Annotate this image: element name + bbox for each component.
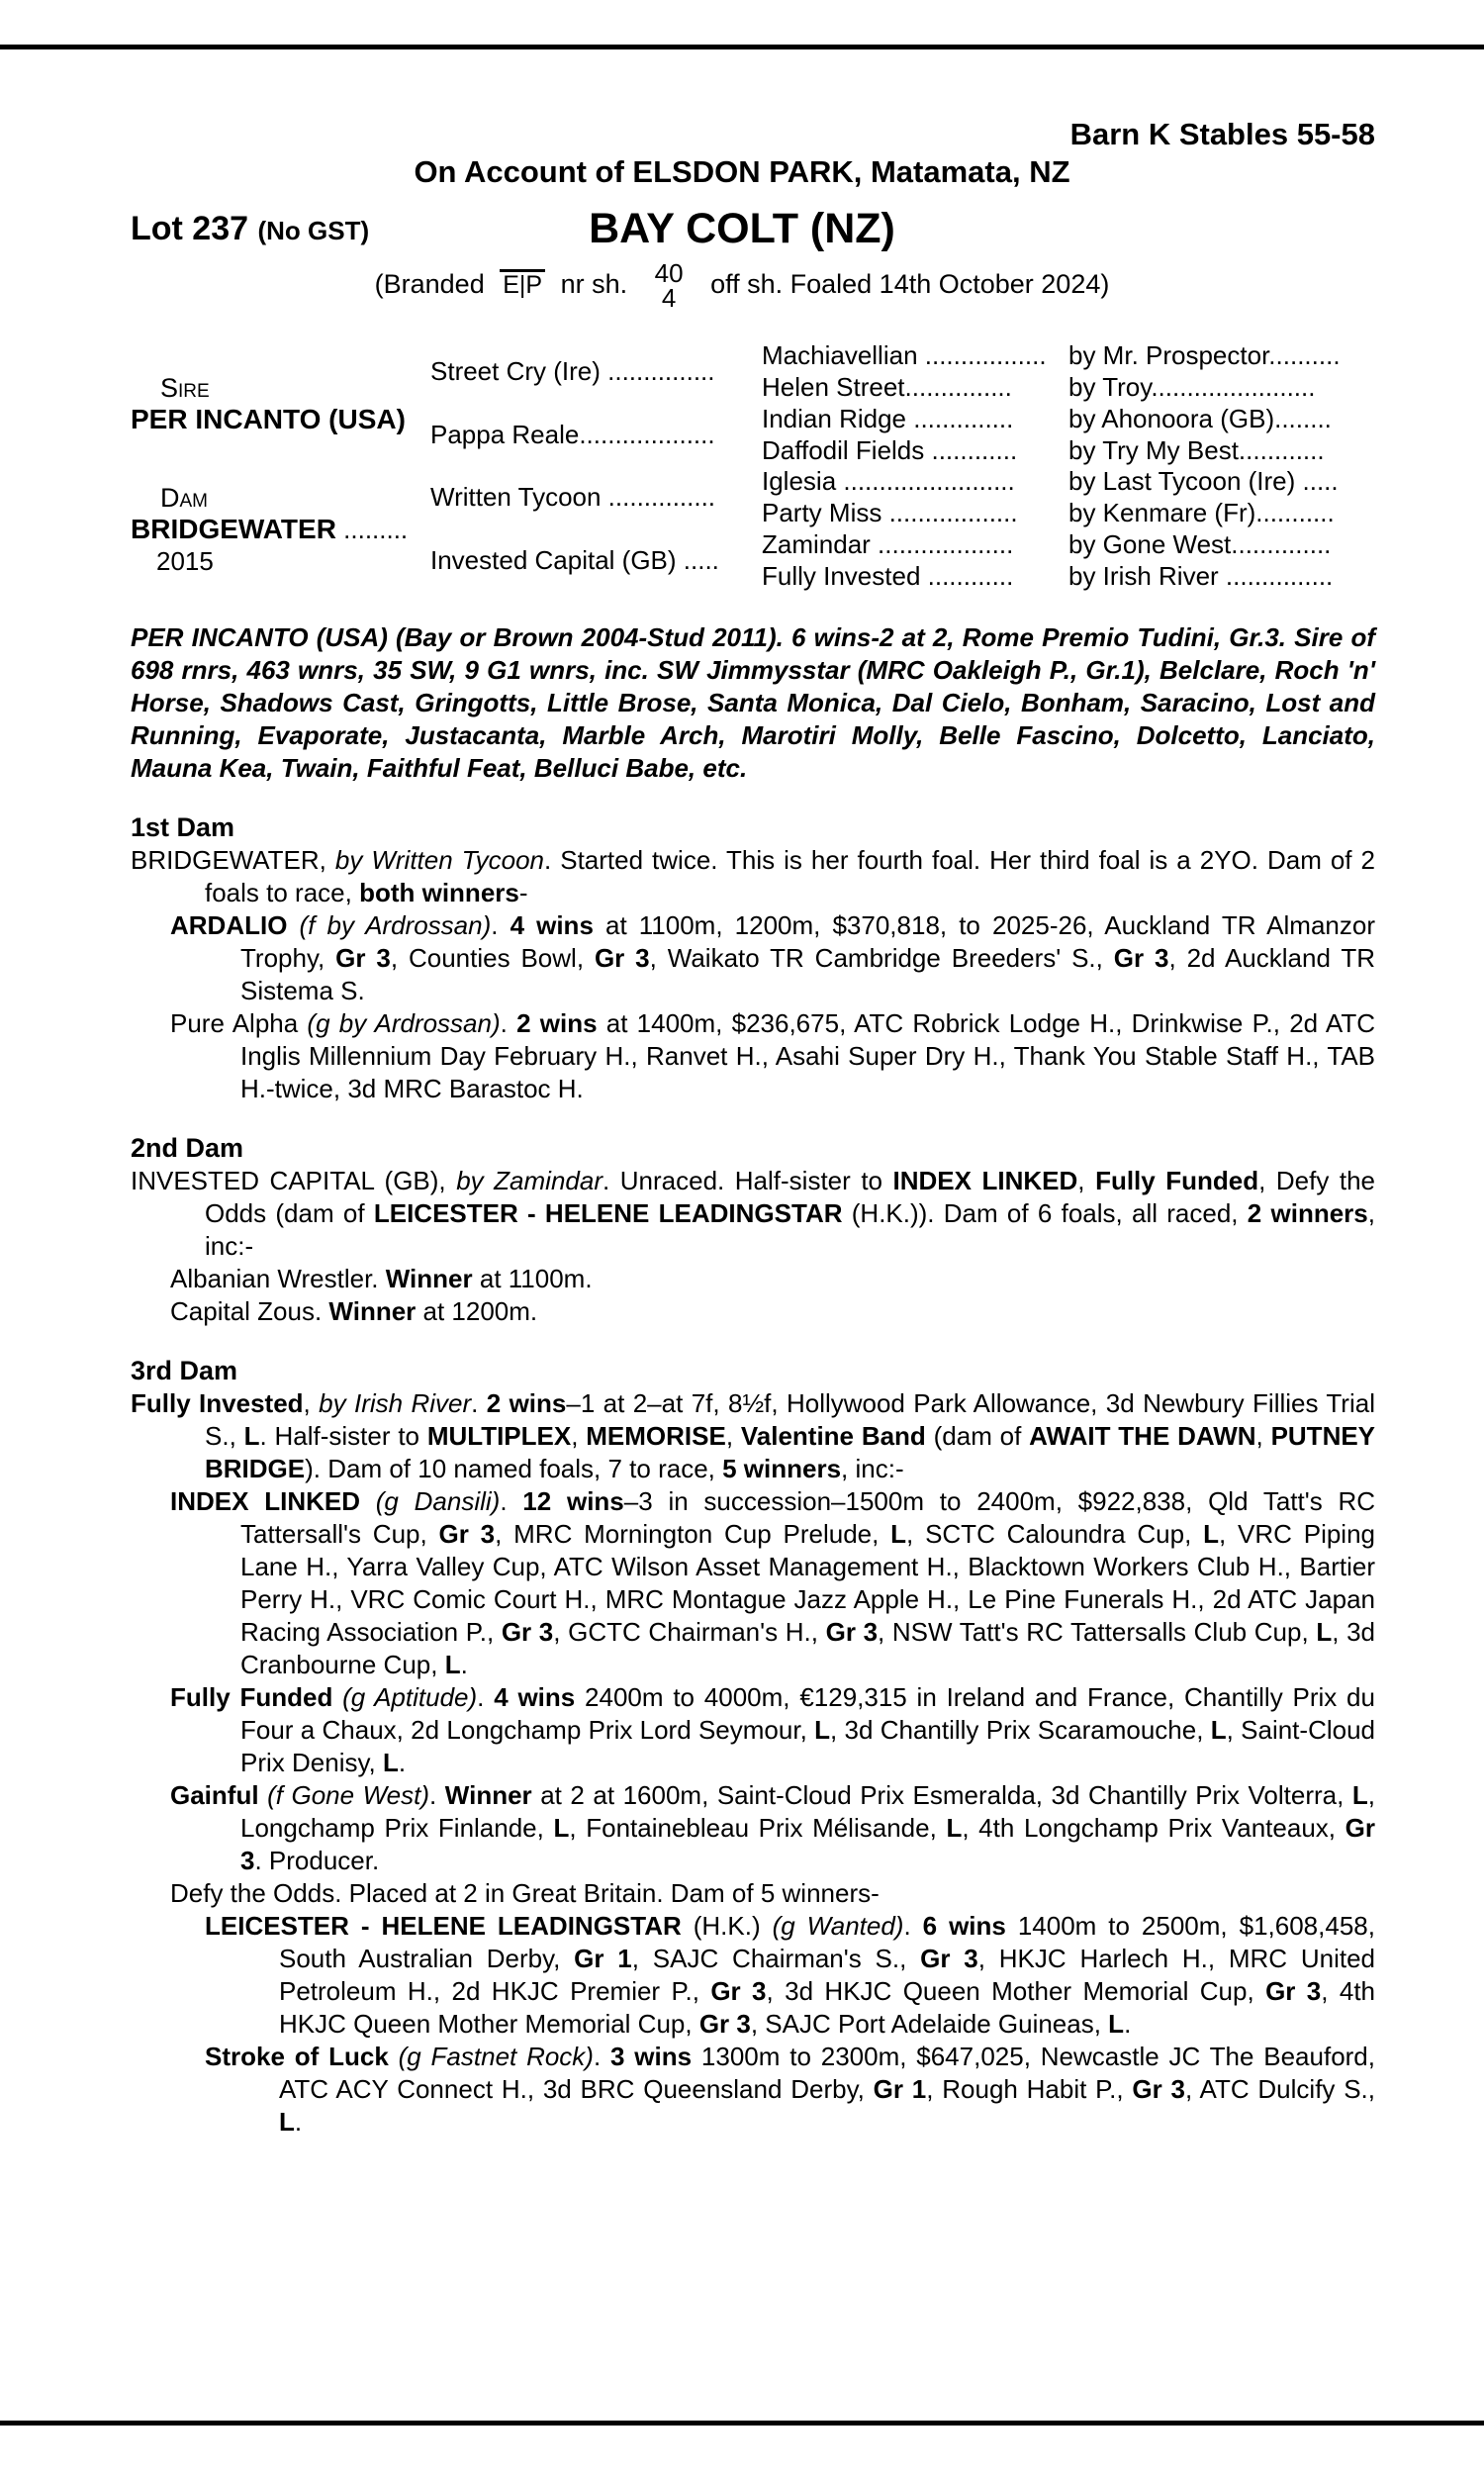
sire-summary-paragraph	[131, 621, 1375, 785]
text-run: LEICESTER - HELENE LEADINGSTAR	[205, 1911, 682, 1941]
text-run: -	[518, 878, 528, 907]
text-run: L	[444, 1650, 461, 1679]
text-run: Gr 3	[1265, 1976, 1322, 2006]
text-run: Defy the Odds. Placed at 2 in Great Britain. Dam of 5 winners-	[170, 1878, 880, 1908]
text-run: INVESTED CAPITAL (GB),	[131, 1166, 457, 1195]
text-run: Gr 3	[1113, 943, 1169, 973]
pedigree-grandparent: Iglesia ........................	[762, 466, 1015, 497]
text-run: .	[460, 1650, 468, 1679]
text-run: Gr 3	[710, 1976, 767, 2006]
text-run: . Unraced. Half-sister to	[603, 1166, 893, 1195]
text-run: , Fontainebleau Prix Mélisande,	[569, 1813, 947, 1843]
text-run: by Written Tycoon	[334, 845, 545, 875]
text-run: MULTIPLEX	[426, 1421, 572, 1451]
pedigree-paragraph	[131, 1681, 1375, 1779]
text-run: –3 in succession–1500m to 2400m, $922,838, Qld Tatt's RC Tattersall's Cup,	[240, 1486, 1376, 1549]
horse-title: BAY COLT (NZ)	[589, 205, 895, 252]
text-run: Winner	[328, 1296, 417, 1326]
pedigree-grandparent-sire: by Irish River ...............	[1068, 560, 1334, 591]
pedigree-paragraph	[131, 1779, 1375, 1877]
text-run: , Saint-Cloud Prix Denisy,	[240, 1715, 1375, 1777]
sire-name: PER INCANTO (USA)	[131, 403, 406, 434]
text-run: , 3d Chantilly Prix Scaramouche,	[829, 1715, 1211, 1745]
text-run: Gr 3	[594, 943, 650, 973]
text-run: Gr 1	[873, 2074, 927, 2104]
text-run: Gr 3	[825, 1617, 879, 1647]
text-run: , Longchamp Prix Finlande,	[240, 1780, 1375, 1843]
pedigree-paragraph	[131, 1910, 1375, 2041]
lot-number	[131, 210, 369, 248]
text-run: at 1100m, 1200m, $370,818, to 2025-26, Auckland TR Almanzor Trophy,	[240, 910, 1375, 973]
section-heading: 2nd Dam	[131, 1133, 244, 1163]
text-run: , ATC Dulcify S.,	[1184, 2074, 1375, 2104]
text-run: Stroke of Luck	[205, 2042, 399, 2071]
text-run: Pure Alpha	[170, 1008, 308, 1038]
text-run: Gr 3	[240, 1813, 1375, 1875]
pedigree-parent: Pappa Reale...................	[430, 419, 715, 449]
text-run: 2 wins	[516, 1008, 598, 1038]
text-run: (f Gone West)	[267, 1780, 430, 1810]
text-run: , GCTC Chairman's H.,	[553, 1617, 826, 1647]
text-run: , 3d HKJC Queen Mother Memorial Cup,	[766, 1976, 1266, 2006]
text-run: ,	[1077, 1166, 1096, 1195]
text-run: , inc:-	[205, 1198, 1375, 1261]
text-run: , SCTC Caloundra Cup,	[906, 1519, 1204, 1549]
text-run: Gr 1	[574, 1944, 632, 1973]
text-run: .	[500, 1486, 523, 1516]
branded-mid: nr sh.	[560, 269, 628, 300]
text-run: 4 wins	[494, 1682, 576, 1712]
text-run: L	[1203, 1519, 1220, 1549]
text-run: .	[491, 910, 510, 940]
bottom-rule	[0, 2421, 1484, 2426]
text-run: .	[500, 1008, 517, 1038]
text-run: .	[471, 1388, 487, 1418]
text-run: ,	[303, 1388, 320, 1418]
brand-mark: E|P	[500, 269, 545, 299]
text-run: , SAJC Port Adelaide Guineas,	[750, 2009, 1109, 2039]
dam-name-dots: .........	[335, 514, 409, 544]
dam-label: Dam	[160, 482, 208, 513]
pedigree-grandparent: Indian Ridge ..............	[762, 403, 1014, 433]
text-run: Capital Zous.	[170, 1296, 329, 1326]
text-run: 3 wins	[610, 2042, 693, 2071]
text-run: , inc:-	[841, 1454, 904, 1483]
pedigree-table	[131, 340, 1375, 592]
dam-section-2	[131, 1132, 1375, 1328]
text-run: at 1400m, $236,675, ATC Robrick Lodge H., Drinkwise P., 2d ATC Inglis Millennium Day February H., Ranvet H., Asahi Super Dry H., Thank You Stable Staff H., TAB H.-twice, 3d MRC Barastoc H.	[240, 1008, 1376, 1103]
no-gst: (No GST)	[257, 216, 370, 245]
text-run: Valentine Band	[740, 1421, 926, 1451]
dam-block	[131, 466, 430, 592]
pedigree-grandparent: Daffodil Fields ............	[762, 434, 1018, 465]
text-run: .	[398, 1748, 407, 1777]
text-run: Fully Funded	[1095, 1166, 1259, 1195]
text-run: .	[477, 1682, 495, 1712]
text-run: (g Fastnet Rock)	[398, 2042, 594, 2071]
pedigree-paragraph	[131, 1877, 1375, 1910]
text-run: 6 wins	[922, 1911, 1006, 1941]
dam-section-1	[131, 811, 1375, 1105]
text-run: .	[294, 2107, 303, 2137]
lot-label: Lot 237	[131, 210, 249, 247]
text-run: at 1100m.	[472, 1264, 593, 1293]
pedigree-paragraph	[131, 2041, 1375, 2139]
branded-line	[0, 258, 1484, 313]
text-run: LEICESTER - HELENE LEADINGSTAR	[373, 1198, 843, 1228]
text-run: (g by Ardrossan)	[307, 1008, 501, 1038]
pedigree-grandparent: Machiavellian .................	[762, 340, 1047, 371]
brand-numbers	[654, 258, 684, 313]
text-run: Fully Invested	[131, 1388, 304, 1418]
text-run: ,	[1255, 1421, 1271, 1451]
text-run: BRIDGEWATER,	[131, 845, 335, 875]
brand-number-bottom: 4	[661, 283, 677, 313]
text-run: Gr 3	[438, 1519, 496, 1549]
text-run: 12 wins	[522, 1486, 624, 1516]
barn-line: Barn K Stables 55-58	[1069, 117, 1375, 151]
text-run: (f by Ardrossan)	[299, 910, 492, 940]
text-run: , 2d Auckland TR Sistema S.	[240, 943, 1375, 1005]
text-run: 4 wins	[510, 910, 594, 940]
text-run: Fully Funded	[170, 1682, 343, 1712]
text-run: L	[946, 1813, 963, 1843]
text-run: L	[553, 1813, 570, 1843]
pedigree-grandparent: Party Miss ..................	[762, 498, 1018, 528]
text-run: , MRC Mornington Cup Prelude,	[495, 1519, 891, 1549]
text-run: both winners	[359, 878, 519, 907]
text-run: L	[1316, 1617, 1333, 1647]
text-run: Winner	[385, 1264, 473, 1293]
text-run: L	[279, 2107, 295, 2137]
section-heading: 3rd Dam	[131, 1356, 238, 1385]
text-run: AWAIT THE DAWN	[1029, 1421, 1256, 1451]
text-run: Albanian Wrestler.	[170, 1264, 386, 1293]
text-run: L	[814, 1715, 830, 1745]
text-run: L	[1351, 1780, 1368, 1810]
pedigree-paragraph	[131, 1485, 1375, 1681]
text-run: –1 at 2–at 7f, 8½f, Hollywood Park Allowance, 3d Newbury Fillies Trial S.,	[205, 1388, 1375, 1451]
text-run: .	[903, 1911, 923, 1941]
dam-section-3	[131, 1355, 1375, 2139]
text-run: , HKJC Harlech H., MRC United Petroleum H., 2d HKJC Premier P.,	[279, 1944, 1376, 2006]
pedigree-grandparent-sire: by Kenmare (Fr)...........	[1068, 498, 1335, 528]
pedigree-grandparent-sire: by Try My Best............	[1068, 434, 1325, 465]
pedigree-paragraph	[131, 1387, 1375, 1485]
text-run: PUTNEY BRIDGE	[205, 1421, 1376, 1483]
pedigree-parent: Invested Capital (GB) .....	[430, 544, 719, 575]
pedigree-grandparent-sire: by Troy.......................	[1068, 372, 1316, 403]
text-run: 1300m to 2300m, $647,025, Newcastle JC The Beauford, ATC ACY Connect H., 3d BRC Queensland Derby,	[279, 2042, 1375, 2104]
top-rule	[0, 45, 1484, 49]
text-run: PER INCANTO (USA) (Bay or Brown 2004-Stud 2011). 6 wins-2 at 2, Rome Premio Tudini, Gr.3. Sire of 698 rnrs, 463 wnrs, 35 SW, 9 G1 wnrs, inc. SW Jimmysstar (MRC Oakleigh P., Gr.1), Belclare, Roch 'n' Horse, Shadows Cast, Gringotts, Little Brose, Santa Monica, Dal Cielo, Bonham, Saracino, Lost and Running, Evaporate, Justacanta, Marble Arch, Marotiri Molly, Belle Fascino, Dolcetto, Lanciato, Mauna Kea, Twain, Faithful Feat, Belluci Babe, etc.	[131, 622, 1375, 783]
pedigree-grandparent-sire: by Gone West..............	[1068, 528, 1332, 559]
text-run: ,	[571, 1421, 587, 1451]
text-run: Gr 3	[920, 1944, 978, 1973]
dam-sections	[131, 811, 1375, 2139]
text-run: , SAJC Chairman's S.,	[631, 1944, 921, 1973]
pedigree-paragraph	[131, 1295, 1375, 1328]
pedigree-parent: Street Cry (Ire) ...............	[430, 356, 715, 387]
text-run: Gr 3	[1132, 2074, 1185, 2104]
text-run: INDEX LINKED	[170, 1486, 376, 1516]
text-run: 2 wins	[486, 1388, 567, 1418]
text-run: 1400m to 2500m, $1,608,458, South Australian Derby,	[279, 1911, 1375, 1973]
text-run: INDEX LINKED	[892, 1166, 1078, 1195]
text-run: .	[429, 1780, 445, 1810]
branded-prefix: (Branded	[374, 269, 485, 300]
text-run: Gainful	[170, 1780, 268, 1810]
pedigree-paragraph	[131, 844, 1375, 909]
text-run: , 4th HKJC Queen Mother Memorial Cup,	[279, 1976, 1376, 2039]
text-run: . Half-sister to	[259, 1421, 427, 1451]
text-run: 5 winners	[722, 1454, 842, 1483]
pedigree-paragraph	[131, 909, 1375, 1007]
text-run: MEMORISE	[586, 1421, 726, 1451]
text-run: ,	[725, 1421, 741, 1451]
text-run: at 2 at 1600m, Saint-Cloud Prix Esmeralda, 3d Chantilly Prix Volterra,	[531, 1780, 1352, 1810]
dam-name-text: BRIDGEWATER	[131, 513, 336, 544]
pedigree-grandparent: Helen Street...............	[762, 372, 1012, 403]
text-run: L	[890, 1519, 907, 1549]
text-run: , Counties Bowl,	[390, 943, 595, 973]
account-line: On Account of ELSDON PARK, Matamata, NZ	[414, 154, 1070, 189]
brand-number-top: 40	[654, 258, 684, 288]
text-run: at 1200m.	[416, 1296, 538, 1326]
pedigree-grandparent-sire: by Last Tycoon (Ire) .....	[1068, 466, 1339, 497]
text-run: . Started twice. This is her fourth foal. Her third foal is a 2YO. Dam of 2 foals to race,	[205, 845, 1375, 907]
pedigree-paragraph	[131, 1165, 1375, 1263]
pedigree-paragraph	[131, 1263, 1375, 1295]
text-run: , Rough Habit P.,	[926, 2074, 1133, 2104]
section-heading: 1st Dam	[131, 812, 235, 842]
text-run: by Irish River	[319, 1388, 472, 1418]
text-run: L	[1108, 2009, 1125, 2039]
text-run: L	[1210, 1715, 1227, 1745]
pedigree-grandparent-sire: by Mr. Prospector..........	[1068, 340, 1341, 371]
dam-name	[131, 514, 430, 545]
pedigree-grandparent: Zamindar ...................	[762, 528, 1014, 559]
text-run: , 4th Longchamp Prix Vanteaux,	[962, 1813, 1345, 1843]
text-run: (g Dansili)	[375, 1486, 501, 1516]
pedigree-grandparent: Fully Invested ............	[762, 560, 1014, 591]
text-run: Winner	[444, 1780, 532, 1810]
pedigree-paragraph	[131, 1007, 1375, 1105]
text-run: ). Dam of 10 named foals, 7 to race,	[305, 1454, 723, 1483]
text-run: (g Wanted)	[772, 1911, 904, 1941]
text-run: Gr 3	[335, 943, 391, 973]
lot-title-row	[0, 200, 1484, 257]
text-run: .	[1124, 2009, 1132, 2039]
text-run: .	[593, 2042, 611, 2071]
text-run: (H.K.)). Dam of 6 foals, all raced,	[842, 1198, 1248, 1228]
text-run: L	[243, 1421, 260, 1451]
text-run: (dam of	[925, 1421, 1030, 1451]
text-run: (g Aptitude)	[342, 1682, 478, 1712]
sire-label: Sire	[160, 372, 210, 403]
text-run: 2 winners	[1247, 1198, 1368, 1228]
text-run: L	[383, 1748, 399, 1777]
text-run: , Defy the Odds (dam of	[205, 1166, 1376, 1228]
branded-suffix: off sh. Foaled 14th October 2024)	[710, 269, 1110, 300]
pedigree-parent: Written Tycoon ...............	[430, 482, 716, 513]
text-run: by Zamindar	[456, 1166, 603, 1195]
text-run: Gr 3	[698, 2009, 751, 2039]
text-run: , NSW Tatt's RC Tattersalls Club Cup,	[878, 1617, 1317, 1647]
text-run: (H.K.)	[681, 1911, 773, 1941]
text-run: , Waikato TR Cambridge Breeders' S.,	[649, 943, 1114, 973]
text-run: , VRC Piping Lane H., Yarra Valley Cup, ATC Wilson Asset Management H., Blacktown Workers Club H., Bartier Perry H., VRC Comic Court H., MRC Montague Jazz Apple H., Le Pine Funerals H., 2d ATC Japan Racing Association P.,	[240, 1519, 1375, 1647]
text-run: ARDALIO	[170, 910, 300, 940]
sire-block	[131, 340, 430, 466]
text-run: . Producer.	[254, 1846, 380, 1875]
pedigree-grandparent-sire: by Ahonoora (GB)........	[1068, 403, 1332, 433]
text-run: 2400m to 4000m, €129,315 in Ireland and France, Chantilly Prix du Four a Chaux, 2d Longchamp Prix Lord Seymour,	[240, 1682, 1375, 1745]
dam-year: 2015	[156, 545, 214, 576]
text-run: , 3d Cranbourne Cup,	[240, 1617, 1375, 1679]
text-run: Gr 3	[501, 1617, 554, 1647]
